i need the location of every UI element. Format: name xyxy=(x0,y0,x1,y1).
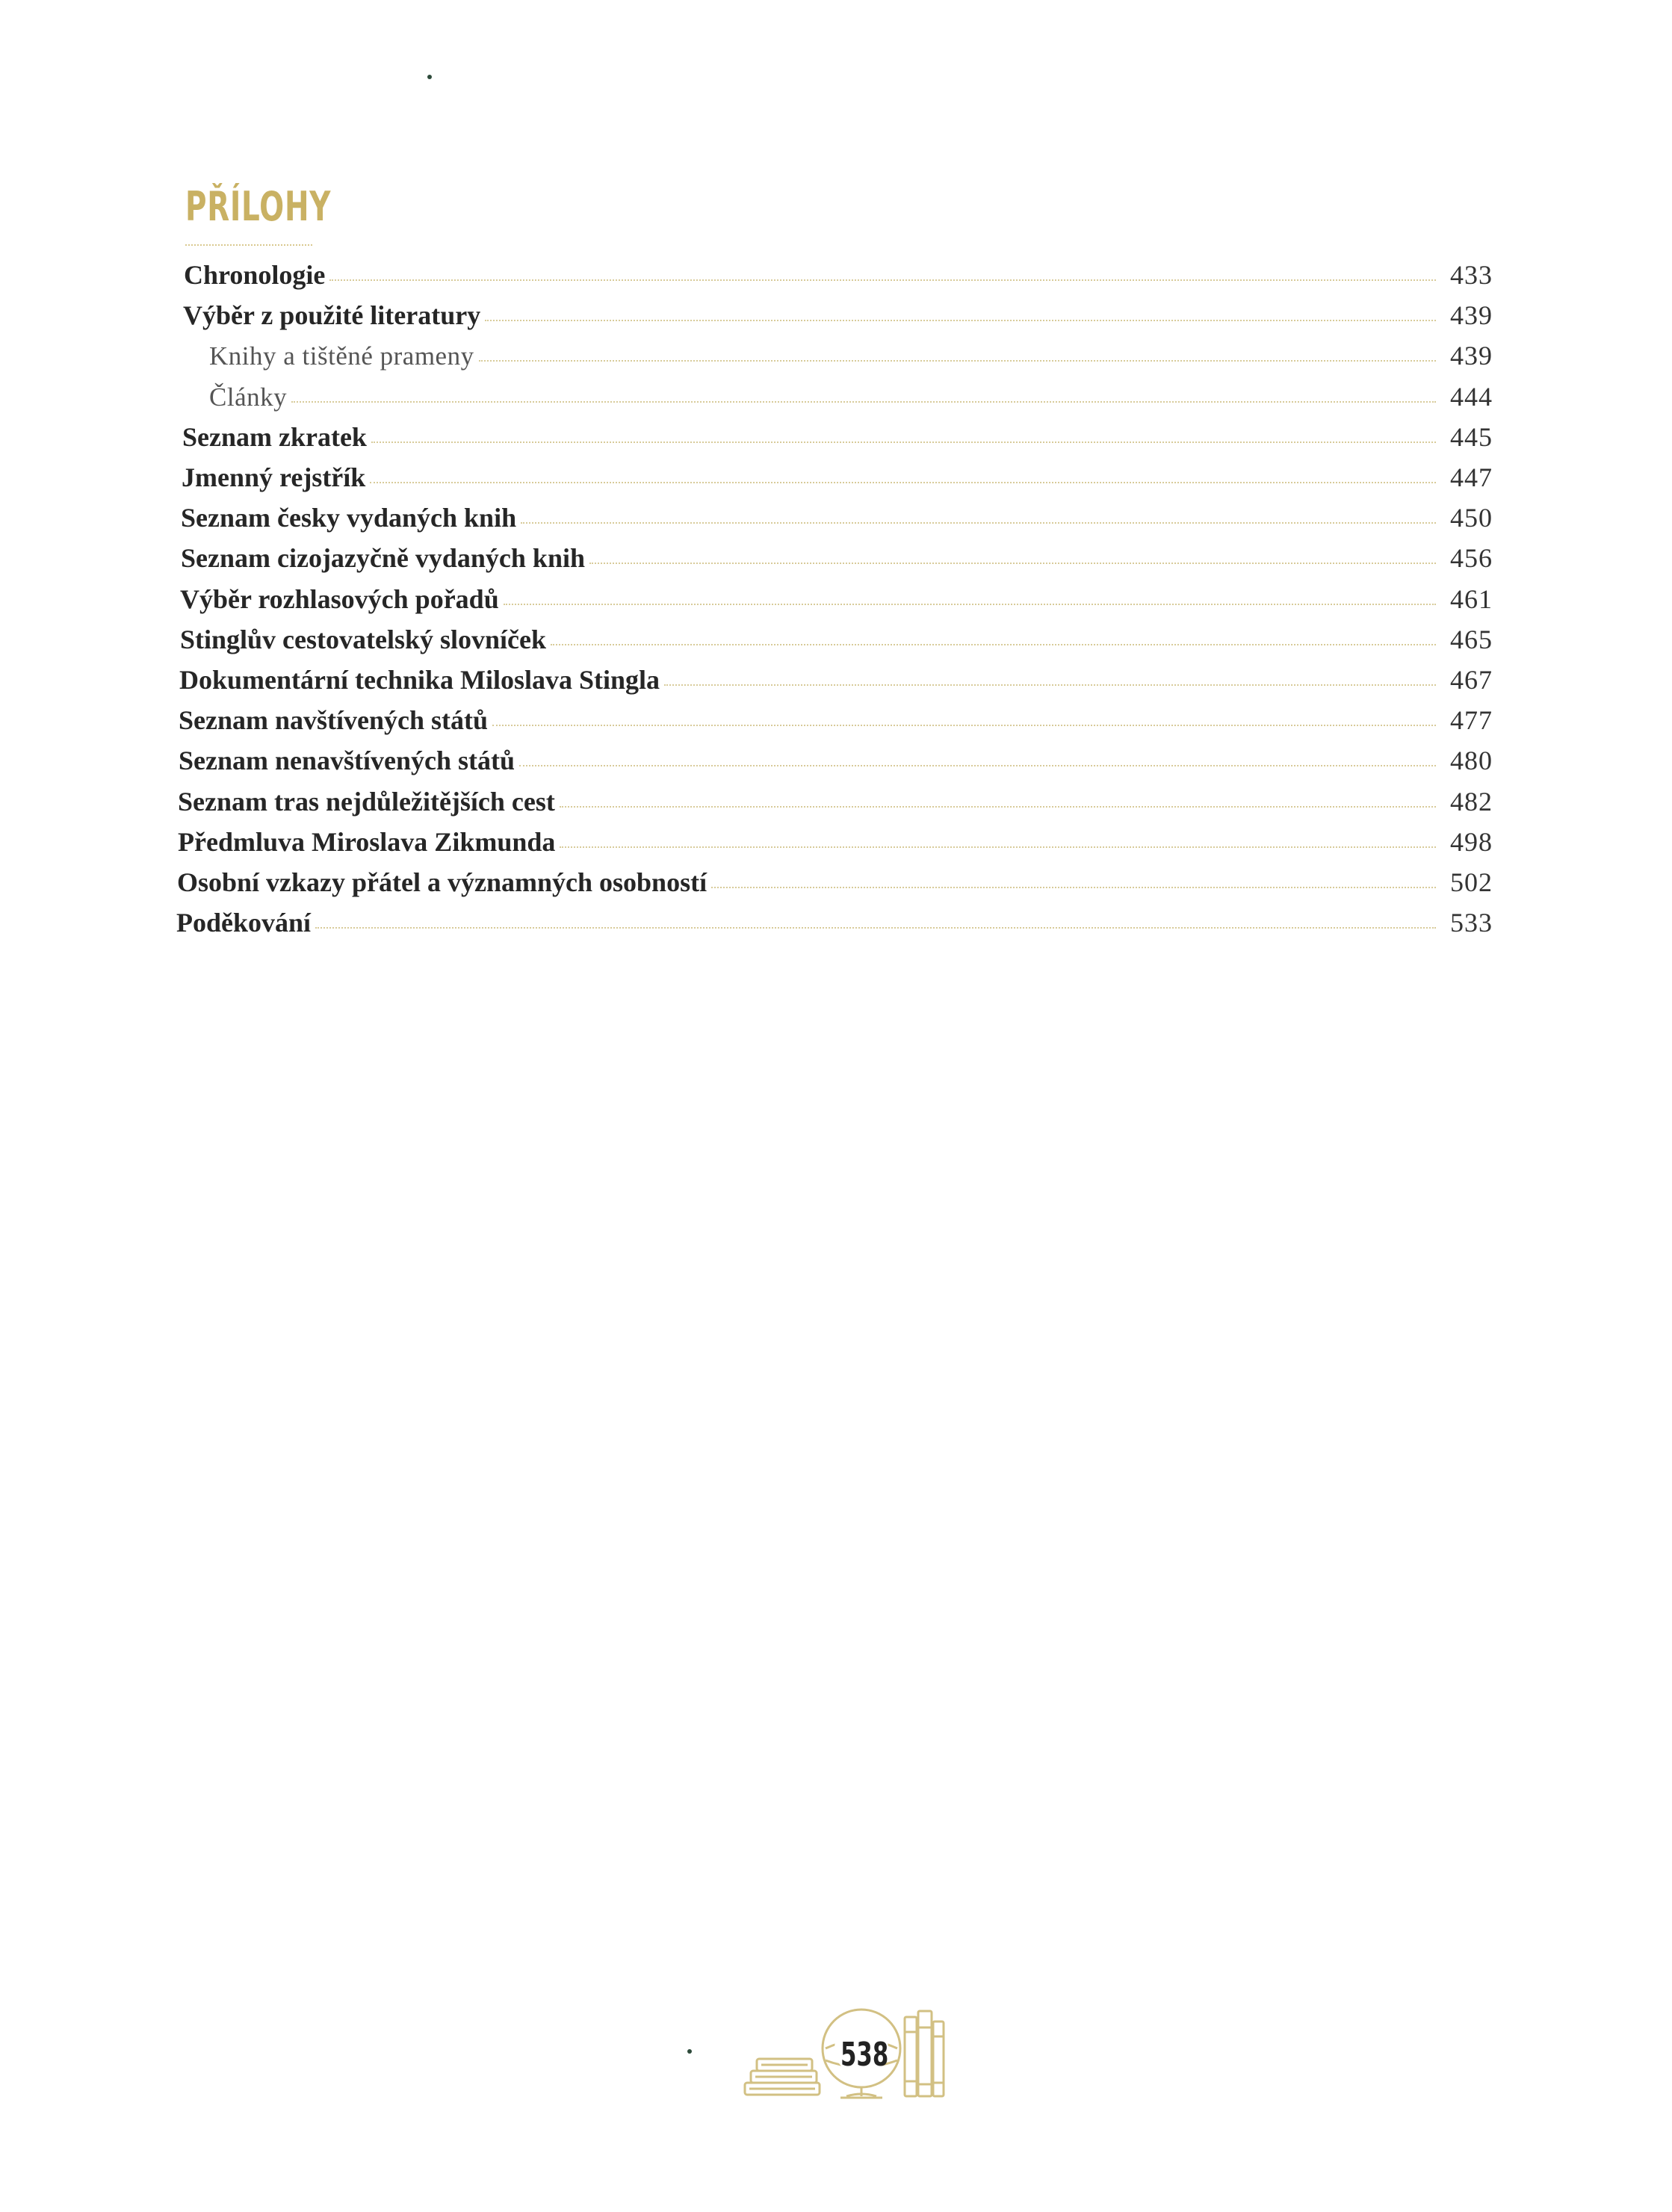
toc-entry-literatura[interactable] xyxy=(183,302,1493,329)
toc-entry-label: Seznam navštívených států xyxy=(179,705,489,735)
toc-entry-page: 465 xyxy=(1450,625,1493,654)
toc-entry-label: Seznam zkratek xyxy=(182,422,367,452)
dot-leader xyxy=(371,442,1436,443)
toc-entry-clanky[interactable] xyxy=(209,383,1493,410)
toc-entry-ceske-knihy[interactable] xyxy=(181,504,1493,531)
toc-entry-page: 533 xyxy=(1450,908,1493,938)
toc-entry-page: 467 xyxy=(1450,665,1493,695)
toc-entry-label: Výběr rozhlasových pořadů xyxy=(180,584,499,614)
toc-entry-page: 433 xyxy=(1450,260,1493,290)
toc-entry-label: Seznam česky vydaných knih xyxy=(181,503,517,533)
dot-leader xyxy=(492,725,1436,726)
dot-leader xyxy=(519,765,1436,766)
toc-entry-page: 445 xyxy=(1450,422,1493,452)
toc-entry-page: 439 xyxy=(1450,341,1493,371)
toc-entry-label: Články xyxy=(209,382,288,412)
toc-entry-label: Seznam nenavštívených států xyxy=(179,746,515,775)
toc-entry-label: Osobní vzkazy přátel a významných osobností xyxy=(177,867,707,897)
toc-entry-label: Výběr z použité literatury xyxy=(183,300,481,330)
toc-entry-rozhlas[interactable] xyxy=(180,586,1493,613)
toc-entry-cizojazycne-knihy[interactable] xyxy=(181,545,1493,571)
toc-entry-chronologie[interactable] xyxy=(184,261,1493,288)
dot-leader xyxy=(560,806,1436,808)
page-number: 538 xyxy=(840,2036,889,2074)
scan-speck xyxy=(427,75,432,79)
toc-entry-label: Stinglův cestovatelský slovníček xyxy=(180,625,547,654)
dot-leader xyxy=(291,401,1436,403)
toc-entry-predmluva[interactable] xyxy=(178,828,1493,855)
scan-speck xyxy=(687,2049,692,2054)
dot-leader xyxy=(485,320,1436,321)
dot-leader xyxy=(521,522,1436,524)
heading-divider xyxy=(185,244,312,246)
toc-entry-label: Knihy a tištěné prameny xyxy=(209,341,474,371)
dot-leader xyxy=(589,563,1436,564)
toc-entry-label: Chronologie xyxy=(184,260,326,290)
toc-entry-page: 447 xyxy=(1450,462,1493,492)
dot-leader xyxy=(370,482,1436,483)
toc-entry-page: 444 xyxy=(1450,382,1493,412)
toc-entry-navstivene-staty[interactable] xyxy=(179,707,1493,734)
toc-entry-label: Předmluva Miroslava Zikmunda xyxy=(178,827,556,857)
dot-leader xyxy=(711,887,1436,888)
toc-entry-page: 480 xyxy=(1450,746,1493,775)
toc-entry-nenavstivene-staty[interactable] xyxy=(179,747,1493,774)
dot-leader xyxy=(479,360,1436,362)
toc-entry-page: 477 xyxy=(1450,705,1493,735)
section-title: PŘÍLOHY xyxy=(185,183,332,230)
toc-entry-label: Dokumentární technika Miloslava Stingla xyxy=(179,665,660,695)
toc-entry-page: 456 xyxy=(1450,543,1493,573)
dot-leader xyxy=(551,644,1436,645)
toc-entry-label: Jmenný rejstřík xyxy=(182,462,366,492)
toc-entry-label: Poděkování xyxy=(176,908,312,938)
dot-leader xyxy=(315,927,1436,929)
toc-entry-page: 498 xyxy=(1450,827,1493,857)
toc-entry-page: 502 xyxy=(1450,867,1493,897)
dot-leader xyxy=(560,846,1436,848)
toc-entry-label: Seznam cizojazyčně vydaných knih xyxy=(181,543,586,573)
toc-entry-page: 461 xyxy=(1450,584,1493,614)
toc-entry-label: Seznam tras nejdůležitějších cest xyxy=(178,787,555,817)
toc-entry-vzkazy[interactable] xyxy=(177,869,1493,896)
toc-entry-page: 439 xyxy=(1450,300,1493,330)
dot-leader xyxy=(504,604,1436,605)
dot-leader xyxy=(329,279,1436,281)
toc-entry-page: 450 xyxy=(1450,503,1493,533)
toc-entry-trasy[interactable] xyxy=(178,788,1493,815)
toc-entry-rejstrik[interactable] xyxy=(182,464,1493,491)
page-footer xyxy=(736,2002,960,2107)
toc-entry-zkratky[interactable] xyxy=(182,424,1493,450)
toc-entry-technika[interactable] xyxy=(179,666,1493,693)
toc-entry-page: 482 xyxy=(1450,787,1493,817)
toc-entry-knihy[interactable] xyxy=(209,342,1493,369)
toc-entry-slovnicek[interactable] xyxy=(180,626,1493,653)
toc-entry-podekovani[interactable] xyxy=(176,909,1493,936)
dot-leader xyxy=(664,684,1436,686)
